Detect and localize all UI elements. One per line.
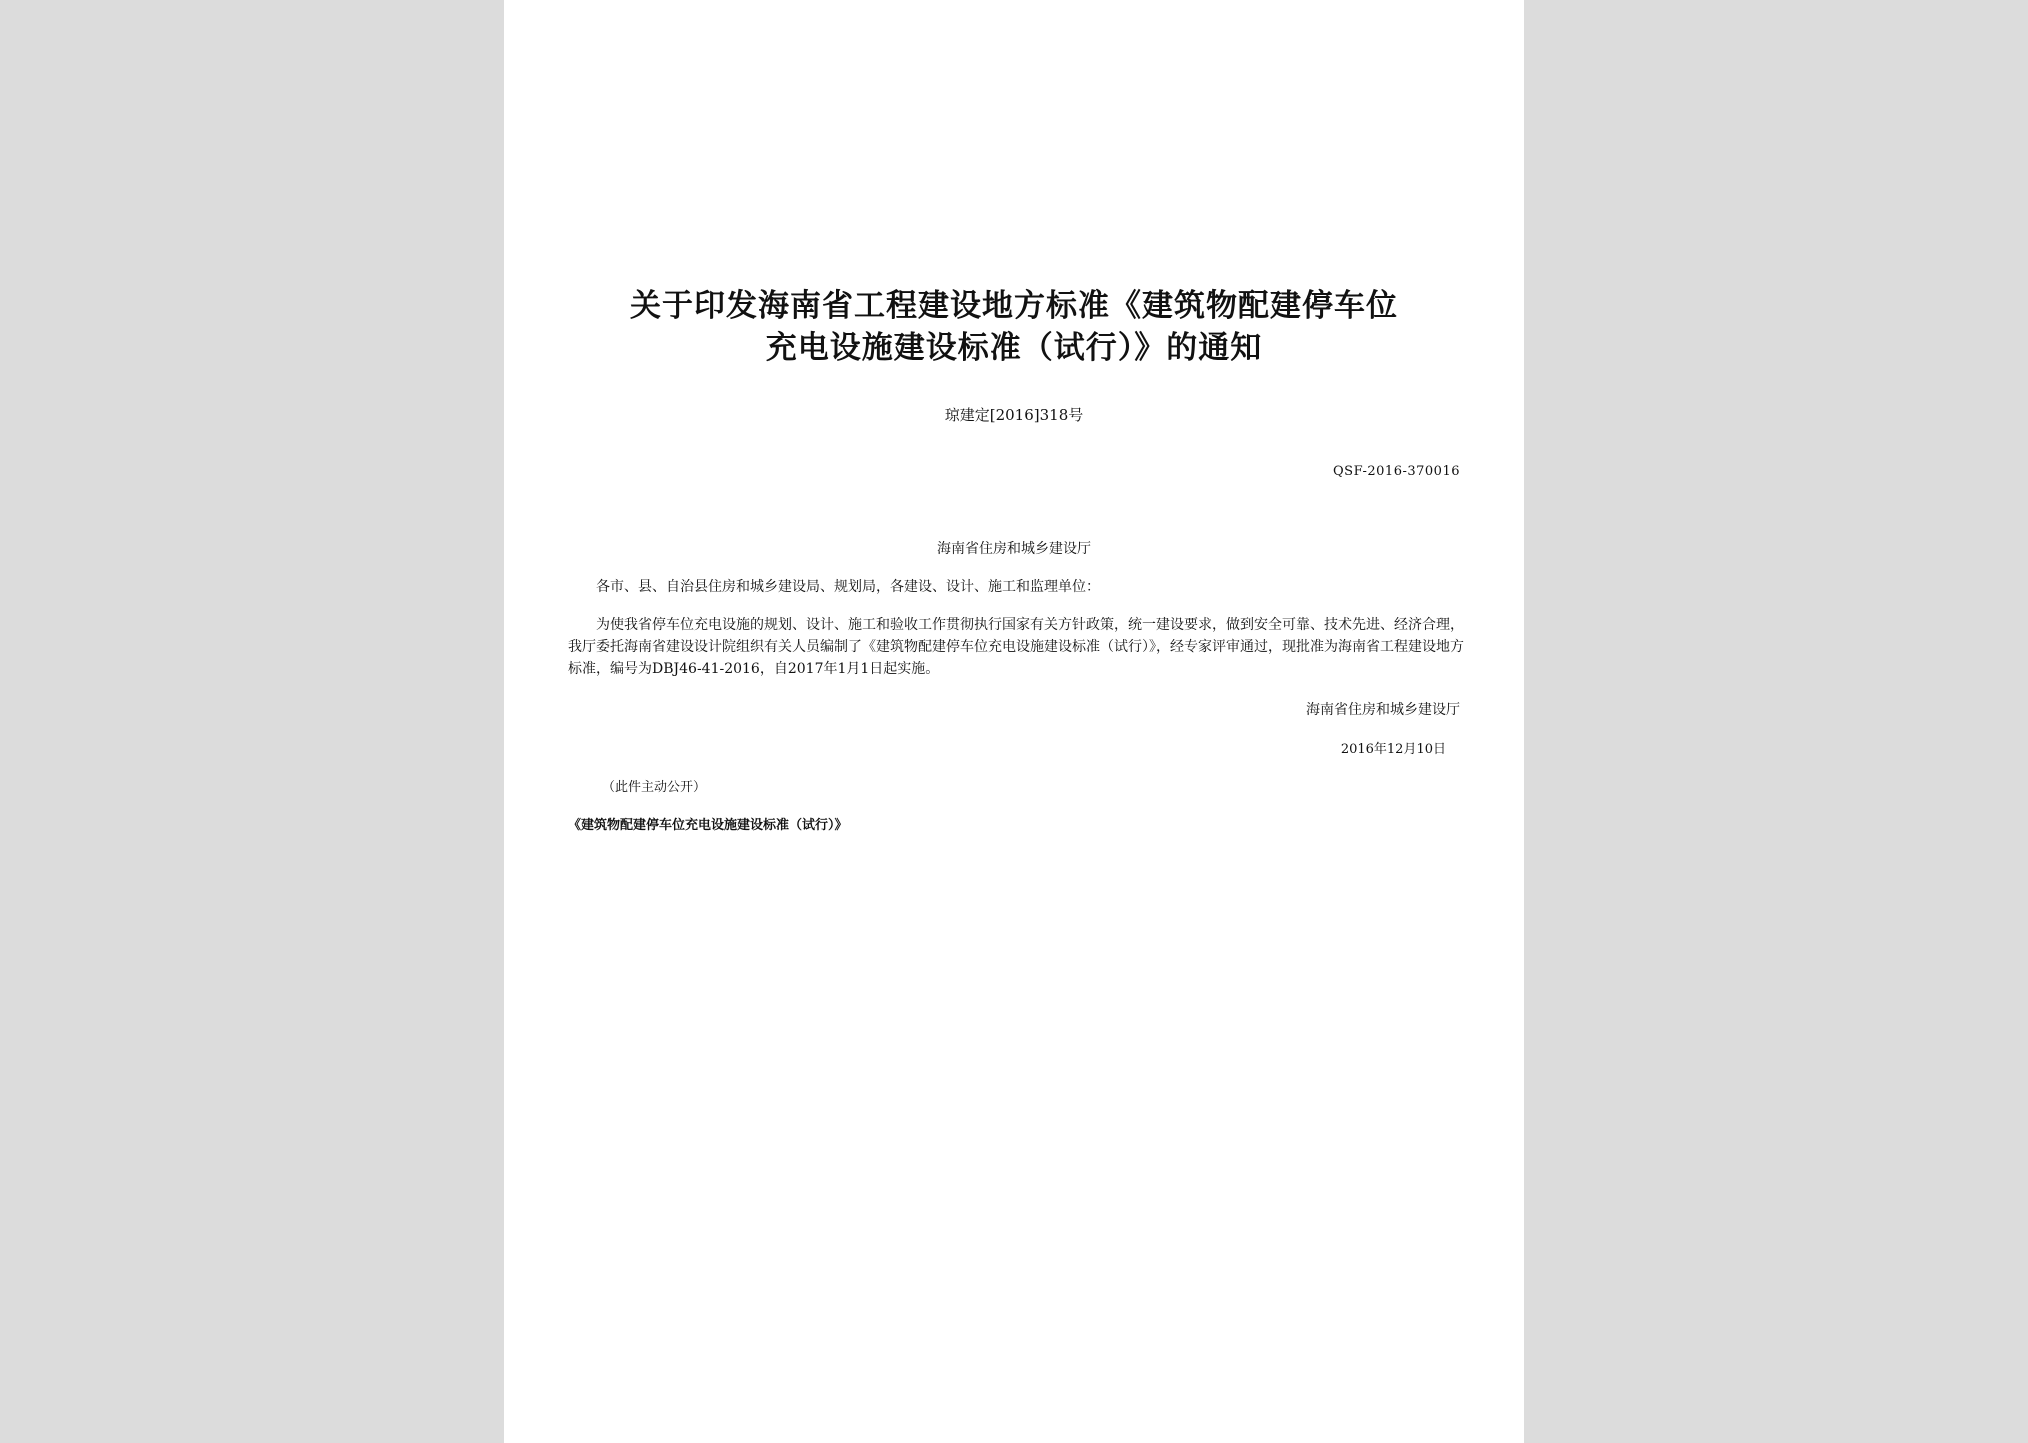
document-page: [504, 0, 1524, 1443]
document-code: QSF-2016-370016: [1333, 464, 1460, 479]
disclosure-note: （此件主动公开）: [602, 780, 707, 795]
standard-title: 《建筑物配建停车位充电设施建设标准（试行）》: [568, 818, 848, 833]
title-line-1: 关于印发海南省工程建设地方标准《建筑物配建停车位: [630, 288, 1398, 324]
title-line-2: 充电设施建设标准（试行）》的通知: [765, 330, 1263, 366]
document-title: [544, 285, 1484, 369]
issue-date: 2016年12月10日: [1340, 742, 1446, 757]
document-number: 琼建定[2016]318号: [944, 406, 1084, 424]
addressee: 各市、县、自治县住房和城乡建设局、规划局，各建设、设计、施工和监理单位：: [596, 579, 1100, 595]
issuing-authority: 海南省住房和城乡建设厅: [937, 541, 1091, 557]
signature: 海南省住房和城乡建设厅: [1306, 702, 1460, 718]
body-paragraph: 为使我省停车位充电设施的规划、设计、施工和验收工作贯彻执行国家有关方针政策，统一建设要求，做到安全可靠、技术先进、经济合理，我厅委托海南省建设设计院组织有关人员编制了《建筑物配建停车位充电设施建设标准（试行）》，经专家评审通过，现批准为海南省工程建设地方标准，编号为DBJ46-41-2016，自2017年1月1日起实施。: [568, 617, 1464, 677]
